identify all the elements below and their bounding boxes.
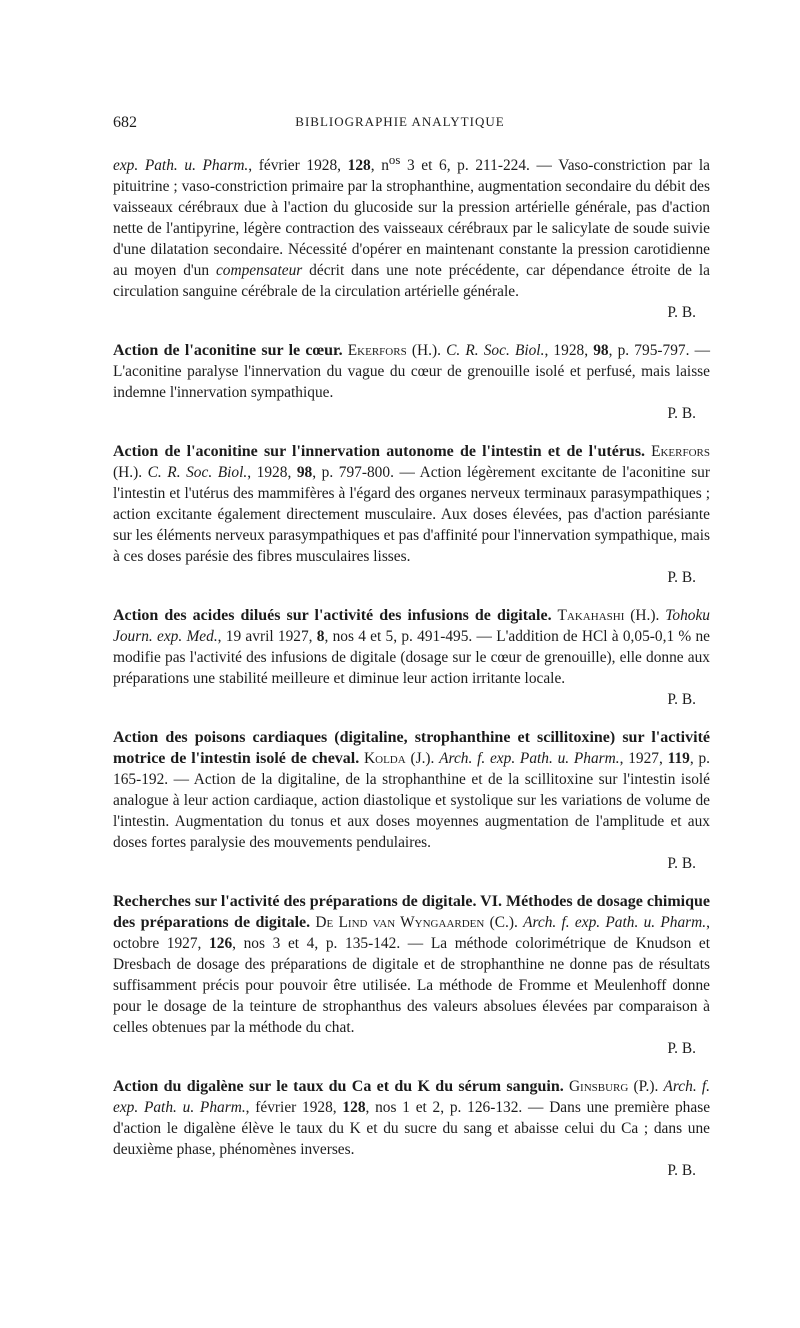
entry-author: Takahashi: [557, 607, 625, 625]
entry-author: Kolda: [364, 750, 406, 768]
entry-body: L'addition de HCl à 0,05-0,1 % ne modifie pas l'activité des infusions de digitale (dosage sur le cœur de grenouille), elle donne aux préparations une stabilité meilleure et diminue leur action irritante locale.: [113, 628, 710, 688]
entry-journal: Arch. f. exp. Path. u. Pharm.: [523, 914, 707, 932]
entry-author-initials: (J.).: [405, 750, 440, 768]
entry-pages: , nos 4 et 5, p. 491-495. —: [324, 628, 497, 646]
entry-author-initials: (P.).: [628, 1078, 664, 1096]
intro-italic-word: compensateur: [215, 262, 303, 280]
running-head: BIBLIOGRAPHIE ANALYTIQUE: [295, 114, 505, 129]
entry-pages: , nos 3 et 4, p. 135-142. —: [232, 935, 431, 953]
entry-year: , 1928,: [247, 464, 297, 482]
entry-journal: C. R. Soc. Biol.: [446, 342, 545, 360]
entry-volume: 8: [316, 628, 325, 646]
intro-signature: P. B.: [667, 304, 696, 322]
entry-year: , février 1928,: [245, 1099, 343, 1117]
entry: [113, 340, 710, 424]
entry-author-initials: (C.).: [484, 914, 524, 932]
page-header: [0, 114, 800, 136]
entry: [113, 727, 710, 874]
entry-volume: 126: [209, 935, 233, 953]
entry-title: Action de l'aconitine sur l'innervation autonome de l'intestin et de l'utérus.: [113, 443, 646, 461]
entry-year: , 1927,: [619, 750, 668, 768]
entry-title: Action des acides dilués sur l'activité des infusions de digitale.: [113, 607, 552, 625]
entry-journal: Arch. f. exp. Path. u. Pharm.: [113, 1078, 710, 1117]
entry-author: De Lind van Wyngaarden: [315, 914, 485, 932]
intro-pages: 3 et 6, p. 211-224. —: [400, 157, 559, 175]
entry-volume: 128: [342, 1099, 366, 1117]
entry-title: Action des poisons cardiaques (digitaline, strophanthine et scillitoxine) sur l'activité motrice de l'intestin isolé de cheval.: [113, 729, 710, 768]
entry-body: Action légèrement excitante de l'aconitine sur l'intestin et l'utérus des mammifères à l'égard des organes nerveux terminaux parasympathiques ; action excitante également directement musculaire. Aux doses élevées, pas d'action parésiante sur les éléments nerveux parasympathiques et pas d'affinité pour l'innervation sympathique, mais à ces doses parésie des fibres musculaires lisses.: [113, 464, 710, 566]
entry-body: Dans une première phase d'action le digalène élève le taux du K et du sucre du sang et abaisse celui du Ca ; dans une deuxième phase, phénomènes inverses.: [113, 1099, 711, 1159]
entry-journal: Tohoku Journ. exp. Med.: [113, 607, 710, 646]
intro-journal: exp. Path. u. Pharm.: [113, 157, 249, 175]
intro-text: Vaso-constriction par la pituitrine ; vaso-constriction primaire par la strophanthine, augmentation secondaire du débit des vaisseaux cérébraux due à l'action du glucoside sur la pression artérielle générale, pas d'action nette de l'antipyrine, légère contraction des vaisseaux cérébraux par le salicylate de soude suivie d'une dilatation secondaire. Nécessité d'opérer en maintenant constante la pression carotidienne au moyen d'un: [113, 157, 710, 280]
entry-signature: P. B.: [667, 855, 696, 873]
entry-pages: , p. 795-797. —: [608, 342, 710, 360]
entry-year: , octobre 1927,: [113, 914, 710, 953]
entry: [113, 891, 710, 1059]
entry-signature: P. B.: [667, 405, 696, 423]
entry-signature: P. B.: [667, 1162, 696, 1180]
entry-body: La méthode colorimétrique de Knudson et Dresbach de dosage des préparations de digitale et de strophanthine ne donne pas de résultats suffisamment précis pour pouvoir être utilisée. La méthode de Fromme et Meulenhoff donne pour le dosage de la teinture de strophanthus des valeurs absolues élevées par comparaison à celles obtenues par la méthode du chat.: [113, 935, 711, 1037]
entry-title: Action de l'aconitine sur le cœur.: [113, 342, 343, 360]
entry-author: Ekerfors: [651, 443, 710, 461]
entry: [113, 441, 710, 588]
entry-author-initials: (H.).: [624, 607, 666, 625]
entry-journal: C. R. Soc. Biol.: [147, 464, 248, 482]
entry-pages: , p. 165-192. —: [113, 750, 711, 789]
entry-journal: Arch. f. exp. Path. u. Pharm.: [439, 750, 620, 768]
entry-year: , 19 avril 1927,: [217, 628, 317, 646]
entry-volume: 98: [593, 342, 609, 360]
entry-body: L'aconitine paralyse l'innervation du vague du cœur de grenouille isolé et perfusé, mais laisse indemne l'innervation sympathique.: [113, 363, 710, 402]
intro-date: , février 1928,: [248, 157, 348, 175]
intro-volume: 128: [347, 157, 371, 175]
entry-title: Recherches sur l'activité des préparations de digitale. VI. Méthodes de dosage chimique des préparations de digitale.: [113, 893, 710, 932]
intro-no-sup: os: [388, 153, 401, 167]
intro-text-end: décrit dans une note précédente, car dépendance étroite de la circulation sanguine cérébrale de la circulation artérielle générale.: [113, 262, 711, 301]
intro-paragraph: [113, 150, 710, 302]
entry-signature: P. B.: [667, 691, 696, 709]
entry-year: , 1928,: [544, 342, 594, 360]
entry-author-initials: (H.).: [113, 464, 148, 482]
entry: [113, 1076, 710, 1181]
entry-volume: 98: [296, 464, 313, 482]
page-content: [113, 150, 710, 1181]
entry-body: Action de la digitaline, de la strophanthine et de la scillitoxine sur l'intestin isolé analogue à leur action cardiaque, action diastolique et systolique sur les variations de volume de l'intestin. Augmentation du tonus et aux doses moyennes augmentation de l'amplitude et aux doses fortes paralysie des mouvements pendulaires.: [113, 771, 710, 852]
entry-signature: P. B.: [667, 1040, 696, 1058]
entry-pages: , nos 1 et 2, p. 126-132. —: [365, 1099, 550, 1117]
entry-volume: 119: [667, 750, 690, 768]
entry-author: Ekerfors: [347, 342, 407, 360]
page-number: 682: [113, 114, 137, 131]
entry-pages: , p. 797-800. —: [312, 464, 420, 482]
entry-title: Action du digalène sur le taux du Ca et du K du sérum sanguin.: [113, 1078, 564, 1096]
entry: [113, 605, 710, 710]
entry-author: Ginsburg: [568, 1078, 629, 1096]
intro-no: , n: [370, 157, 389, 175]
entry-signature: P. B.: [667, 569, 696, 587]
entry-author-initials: (H.).: [406, 342, 447, 360]
